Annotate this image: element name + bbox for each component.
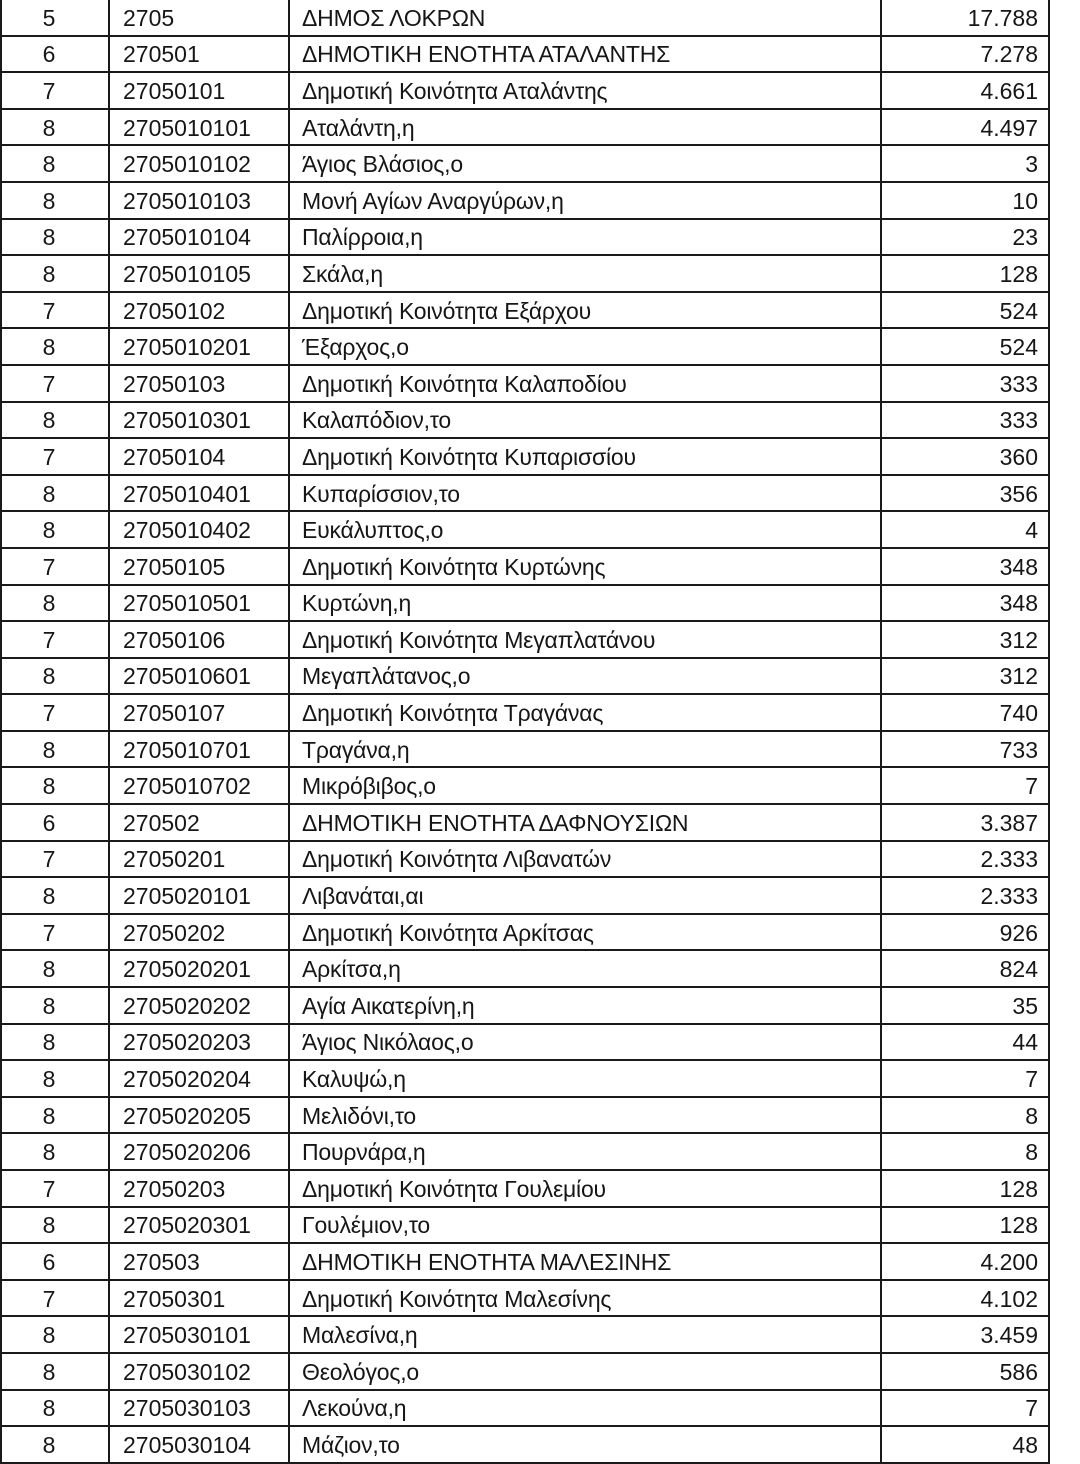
- level-cell: 8: [2, 110, 110, 145]
- table-row: [2, 1427, 1050, 1464]
- name-cell: Παλίρροια,η: [290, 220, 882, 255]
- name-cell: Μονή Αγίων Αναργύρων,η: [290, 183, 882, 218]
- level-cell: 6: [2, 805, 110, 840]
- code-cell: 27050107: [110, 695, 290, 730]
- table-row: [2, 805, 1050, 842]
- code-cell: 2705030103: [110, 1391, 290, 1426]
- code-cell: 27050201: [110, 842, 290, 877]
- table-row: [2, 0, 1050, 37]
- level-cell: 8: [2, 1354, 110, 1389]
- table-row: [2, 366, 1050, 403]
- population-cell: 7: [882, 768, 1050, 803]
- code-cell: 2705010103: [110, 183, 290, 218]
- name-cell: Δημοτική Κοινότητα Μεγαπλατάνου: [290, 622, 882, 657]
- population-cell: 586: [882, 1354, 1050, 1389]
- table-row: [2, 622, 1050, 659]
- name-cell: Αγία Αικατερίνη,η: [290, 988, 882, 1023]
- population-cell: 333: [882, 366, 1050, 401]
- population-cell: 524: [882, 293, 1050, 328]
- name-cell: Έξαρχος,ο: [290, 329, 882, 364]
- level-cell: 8: [2, 659, 110, 694]
- level-cell: 6: [2, 1244, 110, 1279]
- population-cell: 7: [882, 1061, 1050, 1096]
- code-cell: 2705010501: [110, 586, 290, 621]
- code-cell: 2705020301: [110, 1208, 290, 1243]
- table-row: [2, 439, 1050, 476]
- table-row: [2, 1317, 1050, 1354]
- table-row: [2, 512, 1050, 549]
- name-cell: ΔΗΜΟΣ ΛΟΚΡΩΝ: [290, 0, 882, 35]
- name-cell: Κυπαρίσσιον,το: [290, 476, 882, 511]
- population-cell: 35: [882, 988, 1050, 1023]
- code-cell: 2705: [110, 0, 290, 35]
- name-cell: Δημοτική Κοινότητα Κυπαρισσίου: [290, 439, 882, 474]
- level-cell: 8: [2, 1208, 110, 1243]
- name-cell: Μάζιον,το: [290, 1427, 882, 1462]
- level-cell: 7: [2, 549, 110, 584]
- table-row: [2, 1391, 1050, 1428]
- name-cell: Δημοτική Κοινότητα Κυρτώνης: [290, 549, 882, 584]
- name-cell: Σκάλα,η: [290, 256, 882, 291]
- population-cell: 524: [882, 329, 1050, 364]
- level-cell: 7: [2, 366, 110, 401]
- level-cell: 8: [2, 403, 110, 438]
- code-cell: 27050301: [110, 1281, 290, 1316]
- table-row: [2, 110, 1050, 147]
- table-row: [2, 695, 1050, 732]
- code-cell: 2705030101: [110, 1317, 290, 1352]
- population-cell: 356: [882, 476, 1050, 511]
- level-cell: 8: [2, 1098, 110, 1133]
- population-cell: 8: [882, 1134, 1050, 1169]
- name-cell: Μαλεσίνα,η: [290, 1317, 882, 1352]
- level-cell: 8: [2, 146, 110, 181]
- population-cell: 44: [882, 1025, 1050, 1060]
- level-cell: 7: [2, 622, 110, 657]
- level-cell: 7: [2, 439, 110, 474]
- code-cell: 2705010102: [110, 146, 290, 181]
- level-cell: 8: [2, 951, 110, 986]
- code-cell: 270501: [110, 37, 290, 72]
- name-cell: Θεολόγος,ο: [290, 1354, 882, 1389]
- table-row: [2, 183, 1050, 220]
- code-cell: 27050102: [110, 293, 290, 328]
- level-cell: 8: [2, 732, 110, 767]
- population-cell: 128: [882, 1171, 1050, 1206]
- level-cell: 7: [2, 1171, 110, 1206]
- code-cell: 270502: [110, 805, 290, 840]
- population-cell: 4.102: [882, 1281, 1050, 1316]
- table-row: [2, 549, 1050, 586]
- table-row: [2, 256, 1050, 293]
- table-row: [2, 586, 1050, 623]
- table-row: [2, 1025, 1050, 1062]
- table-row: [2, 476, 1050, 513]
- table-row: [2, 73, 1050, 110]
- code-cell: 27050104: [110, 439, 290, 474]
- code-cell: 2705010105: [110, 256, 290, 291]
- level-cell: 8: [2, 1391, 110, 1426]
- name-cell: Δημοτική Κοινότητα Καλαποδίου: [290, 366, 882, 401]
- population-cell: 128: [882, 256, 1050, 291]
- table-row: [2, 37, 1050, 74]
- name-cell: Δημοτική Κοινότητα Μαλεσίνης: [290, 1281, 882, 1316]
- level-cell: 8: [2, 1061, 110, 1096]
- name-cell: Δημοτική Κοινότητα Λιβανατών: [290, 842, 882, 877]
- code-cell: 2705020205: [110, 1098, 290, 1133]
- table-row: [2, 1134, 1050, 1171]
- population-cell: 360: [882, 439, 1050, 474]
- level-cell: 8: [2, 1134, 110, 1169]
- level-cell: 8: [2, 1427, 110, 1462]
- level-cell: 8: [2, 183, 110, 218]
- name-cell: Δημοτική Κοινότητα Αρκίτσας: [290, 915, 882, 950]
- population-cell: 4.200: [882, 1244, 1050, 1279]
- level-cell: 7: [2, 695, 110, 730]
- level-cell: 8: [2, 220, 110, 255]
- code-cell: 27050105: [110, 549, 290, 584]
- table-row: [2, 1354, 1050, 1391]
- table-row: [2, 951, 1050, 988]
- code-cell: 2705020201: [110, 951, 290, 986]
- name-cell: Άγιος Νικόλαος,ο: [290, 1025, 882, 1060]
- name-cell: Αταλάντη,η: [290, 110, 882, 145]
- level-cell: 7: [2, 293, 110, 328]
- table-row: [2, 915, 1050, 952]
- table-row: [2, 1244, 1050, 1281]
- name-cell: Τραγάνα,η: [290, 732, 882, 767]
- code-cell: 2705020101: [110, 878, 290, 913]
- population-cell: 333: [882, 403, 1050, 438]
- name-cell: ΔΗΜΟΤΙΚΗ ΕΝΟΤΗΤΑ ΔΑΦΝΟΥΣΙΩΝ: [290, 805, 882, 840]
- level-cell: 8: [2, 878, 110, 913]
- code-cell: 27050101: [110, 73, 290, 108]
- name-cell: Κυρτώνη,η: [290, 586, 882, 621]
- level-cell: 8: [2, 476, 110, 511]
- name-cell: ΔΗΜΟΤΙΚΗ ΕΝΟΤΗΤΑ ΜΑΛΕΣΙΝΗΣ: [290, 1244, 882, 1279]
- name-cell: Δημοτική Κοινότητα Αταλάντης: [290, 73, 882, 108]
- code-cell: 27050103: [110, 366, 290, 401]
- table-row: [2, 329, 1050, 366]
- name-cell: Μικρόβιβος,ο: [290, 768, 882, 803]
- population-cell: 348: [882, 549, 1050, 584]
- table-row: [2, 220, 1050, 257]
- level-cell: 7: [2, 915, 110, 950]
- population-cell: 7: [882, 1391, 1050, 1426]
- level-cell: 8: [2, 512, 110, 547]
- table-row: [2, 1281, 1050, 1318]
- table-row: [2, 842, 1050, 879]
- level-cell: 8: [2, 1317, 110, 1352]
- population-cell: 23: [882, 220, 1050, 255]
- table-row: [2, 988, 1050, 1025]
- table-row: [2, 1171, 1050, 1208]
- population-cell: 2.333: [882, 878, 1050, 913]
- level-cell: 8: [2, 1025, 110, 1060]
- code-cell: 27050106: [110, 622, 290, 657]
- table-row: [2, 768, 1050, 805]
- name-cell: ΔΗΜΟΤΙΚΗ ΕΝΟΤΗΤΑ ΑΤΑΛΑΝΤΗΣ: [290, 37, 882, 72]
- code-cell: 2705020203: [110, 1025, 290, 1060]
- name-cell: Καλυψώ,η: [290, 1061, 882, 1096]
- population-cell: 48: [882, 1427, 1050, 1462]
- level-cell: 8: [2, 329, 110, 364]
- name-cell: Άγιος Βλάσιος,ο: [290, 146, 882, 181]
- population-cell: 740: [882, 695, 1050, 730]
- population-cell: 7.278: [882, 37, 1050, 72]
- table-row: [2, 403, 1050, 440]
- population-cell: 128: [882, 1208, 1050, 1243]
- table-row: [2, 659, 1050, 696]
- name-cell: Αρκίτσα,η: [290, 951, 882, 986]
- level-cell: 6: [2, 37, 110, 72]
- name-cell: Καλαπόδιον,το: [290, 403, 882, 438]
- level-cell: 7: [2, 73, 110, 108]
- population-cell: 312: [882, 622, 1050, 657]
- level-cell: 8: [2, 768, 110, 803]
- name-cell: Δημοτική Κοινότητα Εξάρχου: [290, 293, 882, 328]
- name-cell: Πουρνάρα,η: [290, 1134, 882, 1169]
- name-cell: Λιβανάται,αι: [290, 878, 882, 913]
- name-cell: Δημοτική Κοινότητα Γουλεμίου: [290, 1171, 882, 1206]
- table-row: [2, 1061, 1050, 1098]
- level-cell: 8: [2, 586, 110, 621]
- population-cell: 348: [882, 586, 1050, 621]
- level-cell: 7: [2, 1281, 110, 1316]
- code-cell: 2705010402: [110, 512, 290, 547]
- code-cell: 27050202: [110, 915, 290, 950]
- code-cell: 2705010401: [110, 476, 290, 511]
- population-cell: 4.661: [882, 73, 1050, 108]
- level-cell: 7: [2, 842, 110, 877]
- name-cell: Μελιδόνι,το: [290, 1098, 882, 1133]
- code-cell: 2705010101: [110, 110, 290, 145]
- code-cell: 2705030102: [110, 1354, 290, 1389]
- code-cell: 2705020204: [110, 1061, 290, 1096]
- code-cell: 2705010601: [110, 659, 290, 694]
- population-cell: 824: [882, 951, 1050, 986]
- population-cell: 4: [882, 512, 1050, 547]
- level-cell: 8: [2, 256, 110, 291]
- population-cell: 4.497: [882, 110, 1050, 145]
- code-cell: 2705010201: [110, 329, 290, 364]
- name-cell: Λεκούνα,η: [290, 1391, 882, 1426]
- code-cell: 2705010104: [110, 220, 290, 255]
- population-cell: 3: [882, 146, 1050, 181]
- level-cell: 5: [2, 0, 110, 35]
- population-cell: 3.387: [882, 805, 1050, 840]
- code-cell: 270503: [110, 1244, 290, 1279]
- code-cell: 2705020202: [110, 988, 290, 1023]
- code-cell: 2705010702: [110, 768, 290, 803]
- population-cell: 926: [882, 915, 1050, 950]
- level-cell: 8: [2, 988, 110, 1023]
- code-cell: 2705010701: [110, 732, 290, 767]
- table-row: [2, 293, 1050, 330]
- population-cell: 3.459: [882, 1317, 1050, 1352]
- population-cell: 17.788: [882, 0, 1050, 35]
- population-cell: 10: [882, 183, 1050, 218]
- name-cell: Γουλέμιον,το: [290, 1208, 882, 1243]
- name-cell: Δημοτική Κοινότητα Τραγάνας: [290, 695, 882, 730]
- population-cell: 312: [882, 659, 1050, 694]
- code-cell: 2705030104: [110, 1427, 290, 1462]
- table-row: [2, 146, 1050, 183]
- name-cell: Ευκάλυπτος,ο: [290, 512, 882, 547]
- table-row: [2, 732, 1050, 769]
- population-cell: 733: [882, 732, 1050, 767]
- name-cell: Μεγαπλάτανος,ο: [290, 659, 882, 694]
- population-cell: 8: [882, 1098, 1050, 1133]
- table-row: [2, 1098, 1050, 1135]
- code-cell: 27050203: [110, 1171, 290, 1206]
- code-cell: 2705010301: [110, 403, 290, 438]
- table-row: [2, 878, 1050, 915]
- population-cell: 2.333: [882, 842, 1050, 877]
- table-row: [2, 1208, 1050, 1245]
- code-cell: 2705020206: [110, 1134, 290, 1169]
